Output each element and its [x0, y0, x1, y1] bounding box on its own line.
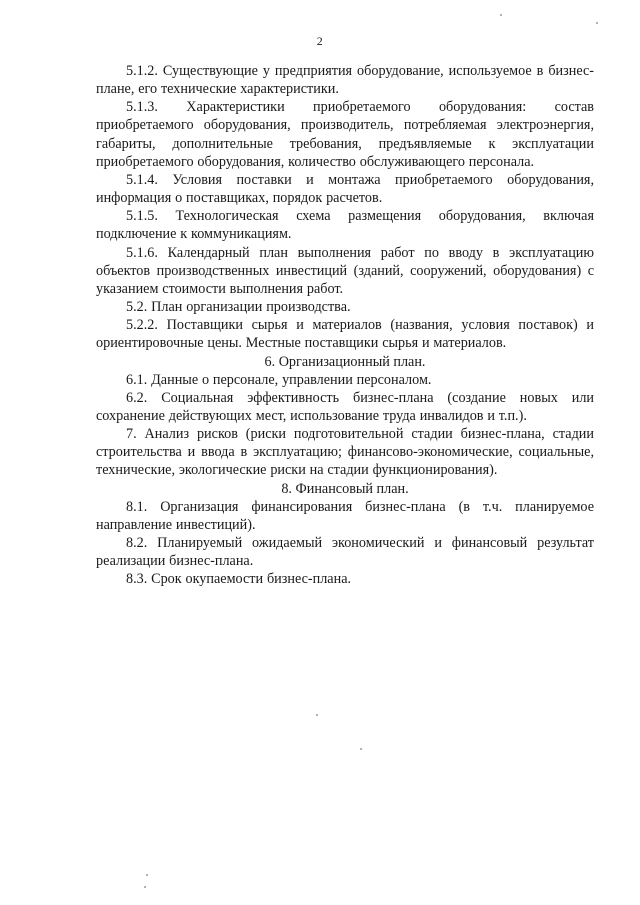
scan-speck	[596, 22, 598, 24]
paragraph-8-3: 8.3. Срок окупаемости бизнес-плана.	[126, 571, 352, 588]
paragraph-5-1-6: 5.1.6. Календарный план выполнения работ по вводу в эксплуатацию объектов производственных инвестиций (зданий, сооружений, оборудования) с указанием стоимости выполнения работ.	[96, 244, 594, 297]
scan-speck	[316, 714, 318, 716]
paragraph-6-2: 6.2. Социальная эффективность бизнес-плана (создание новых или сохранение действующих мест, использование труда инвалидов и т.п.).	[96, 389, 594, 424]
scan-speck	[144, 886, 146, 888]
paragraph-5-1-3: 5.1.3. Характеристики приобретаемого оборудования: состав приобретаемого оборудования, производитель, потребляемая электроэнергия, габариты, дополнительные требования, предъявляемые к эксплуатации приобретаемого оборудования, количество обслуживающего персонала.	[96, 99, 594, 170]
section-heading-6: 6. Организационный план.	[264, 353, 426, 370]
paragraph-6-1: 6.1. Данные о персонале, управлении персоналом.	[126, 371, 432, 388]
page-number: 2	[316, 34, 324, 48]
paragraph-8-1: 8.1. Организация финансирования бизнес-плана (в т.ч. планируемое направление инвестиций).	[96, 498, 594, 533]
paragraph-5-1-2: 5.1.2. Существующие у предприятия оборудование, используемое в бизнес-плане, его технические характеристики.	[96, 63, 594, 98]
paragraph-7: 7. Анализ рисков (риски подготовительной стадии бизнес-плана, стадии строительства и ввода в эксплуатацию; финансово-экономические, социальные, технические, экологические риски на стадии функционирования).	[96, 426, 594, 479]
document-body	[96, 62, 594, 589]
scan-speck	[146, 874, 148, 876]
paragraph-5-2-2: 5.2.2. Поставщики сырья и материалов (названия, условия поставок) и ориентировочные цены. Местные поставщики сырья и материалов.	[96, 317, 594, 352]
paragraph-5-1-4: 5.1.4. Условия поставки и монтажа приобретаемого оборудования, информация о поставщиках, порядок расчетов.	[96, 171, 594, 207]
scan-speck	[500, 14, 502, 16]
section-heading-8: 8. Финансовый план.	[281, 480, 409, 497]
paragraph-5-2: 5.2. План организации производства.	[126, 299, 351, 316]
scan-speck	[360, 748, 362, 750]
paragraph-5-1-5: 5.1.5. Технологическая схема размещения оборудования, включая подключение к коммуникациям.	[96, 208, 594, 243]
paragraph-8-2: 8.2. Планируемый ожидаемый экономический и финансовый результат реализации бизнес-плана.	[96, 535, 594, 570]
